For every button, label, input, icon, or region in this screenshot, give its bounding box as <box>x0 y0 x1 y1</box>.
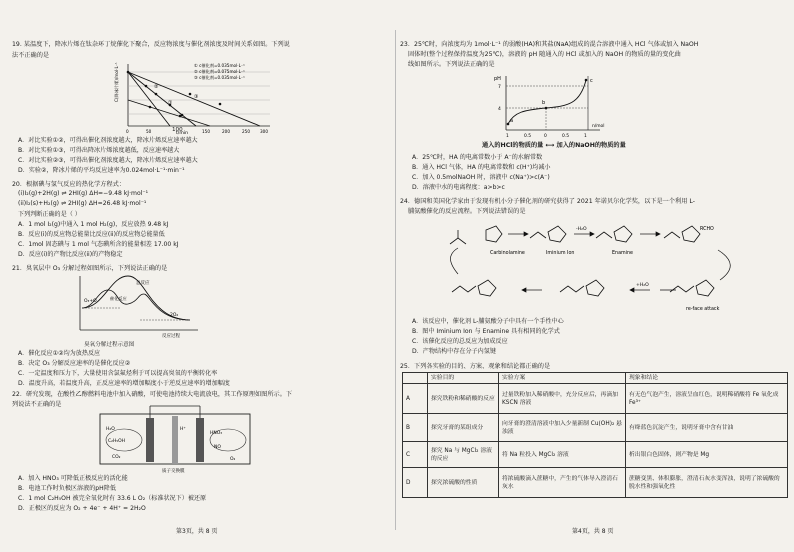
table-row <box>403 442 788 468</box>
q23-xtick-0: 0 <box>544 134 547 139</box>
q24-label-plus-water: +H₂O <box>636 283 649 288</box>
q25-cell: 蔗糖变黑、体积膨胀，澄清石灰水变浑浊，说明了浓硫酸的脱水性和强氧化性 <box>626 468 788 498</box>
q20-equation-2: (ii)I₂(s)+H₂(g) ⇌ 2HI(g) ΔH=26.48 kJ·mol⁻¹ <box>18 200 147 207</box>
q25-cell: 将浓硫酸滴入蔗糖中，产生的气体导入澄清石灰水 <box>499 468 626 498</box>
q22-option-a: A．加入 HNO₃ 可降低正极反应的活化能 <box>18 475 128 482</box>
q20-option-c: C．1mol 固态碘与 1 mol 气态碘所含的能量相差 17.00 kJ <box>18 241 179 248</box>
q25-experiment-table <box>402 372 788 498</box>
q23-xtick-1-right: 1 <box>584 134 587 139</box>
q25-cell: 向牙膏的澄清溶液中加入少量新制 Cu(OH)₂ 悬浊液 <box>499 414 626 442</box>
q21-option-d: D．温度升高，若温度升高，正反应速率的增加幅度小于逆反应速率的增加幅度 <box>18 380 230 387</box>
q22-option-c: C．1 mol C₂H₅OH 被完全氧化时有 33.6 L O₂（标准状况下）被还原 <box>18 495 207 502</box>
q25-cell: A <box>403 384 428 414</box>
q23-stem-line2: 固体时(整个过程保持温度为25℃)，溶液的 pH 随通入的 HCl 或加入的 NaOH 的物质的量的变化曲 <box>408 51 681 58</box>
q25-cell: 探究浓硫酸的性质 <box>428 468 499 498</box>
q25-header-result: 现象和结论 <box>626 373 788 384</box>
q22-anode <box>146 418 154 462</box>
q22-caption: 质子交换膜 <box>162 469 185 474</box>
q23-point-a: a <box>510 118 514 124</box>
q24-option-d: D．产物结构中存在分子内氢键 <box>412 348 496 355</box>
q19-legend-3: ③ c催化剂=0.035mol·L⁻¹ <box>194 75 245 80</box>
q22-option-b: B．电池工作时负极区溶液的pH降低 <box>18 485 116 492</box>
q24-label-enamine: Enamine <box>612 251 634 256</box>
q25-cell: 有无色气泡产生，溶液呈血红色，说明稀硝酸将 Fe 氧化成 Fe³⁺ <box>626 384 788 414</box>
q25-cell: 将 Na 粒投入 MgCl₂ 溶液 <box>499 442 626 468</box>
q22-label-co2: CO₂ <box>112 455 121 460</box>
q25-cell: B <box>403 414 428 442</box>
q19-y-label: C(降冰片烯)/mol·L⁻¹ <box>114 62 119 102</box>
q19-xtick-4: 200 <box>222 129 230 134</box>
q25-stem: 25．下列各实验的目的、方案、观象和结论都正确的是 <box>400 363 551 370</box>
q25-cell: C <box>403 442 428 468</box>
q24-label-rcho: RCHO <box>700 227 714 232</box>
q22-label-hno3: HNO₃ <box>210 431 223 436</box>
right-column <box>398 0 794 552</box>
q22-fuel-cell-diagram <box>90 404 260 474</box>
q21-stem: 21．臭氧层中 O₃ 分解过程如图所示，下列说法正确的是 <box>12 265 168 272</box>
q19-x-label: t/min <box>176 131 189 136</box>
q23-ytick-7: 7 <box>498 85 501 90</box>
q20-option-b: B．反应(i)的反应物总能量比反应(ii)的反应物总能量低 <box>18 231 165 238</box>
q22-stem-line1: 22．研究发现，在酸性乙醇燃料电池中加入硝酸，可使电池持续大电流放电，其工作原理如图所示。下 <box>12 391 293 398</box>
q21-label-reactant: O₃+O <box>84 299 97 304</box>
q21-x-label: 反应过程 <box>162 334 180 339</box>
q23-option-a: A．25℃时，HA 的电离常数小于 A⁻的水解常数 <box>412 154 543 161</box>
q24-stem-line1: 24．德国和美国化学家由于发现有机小分子催化剂的研究获得了 2021 年诺贝尔化学奖，以下是一个利用 L- <box>400 198 695 205</box>
q24-label-carbinolamine: Carbinolamine <box>490 251 525 256</box>
q22-option-d: D．正极区的反应为 O₂ + 4e⁻ + 4H⁺ = 2H₂O <box>18 505 146 512</box>
q23-point-c: c <box>590 78 593 84</box>
q19-option-a: A．对比实验①②，可得出催化剂浓度越大，降冰片烯反应速率越大 <box>18 137 198 144</box>
q21-option-b: B．决定 O₃ 分解反应速率的是催化反应② <box>18 360 131 367</box>
q24-label-iminium: Iminium Ion <box>546 251 575 256</box>
q21-label-total: 总反应 <box>136 281 150 286</box>
q23-ph-chart <box>484 72 614 140</box>
q19-xtick-6: 300 <box>260 129 268 134</box>
q23-point-b: b <box>542 100 546 106</box>
q19-legend-2: ② c催化剂=0.075mol·L⁻¹ <box>194 69 245 74</box>
q19-stem-line1: 19. 某温度下，降冰片烯在钛杂环丁烷催化下聚合，反应物浓度与催化剂浓度及时间关系如图。下列说 <box>12 41 290 48</box>
q25-header-option <box>403 373 428 384</box>
q25-cell: 有绛蓝色沉淀产生，说明牙膏中含有甘油 <box>626 414 788 442</box>
q25-cell: 探究铁粉和稀硝酸的反应 <box>428 384 499 414</box>
table-row <box>403 384 788 414</box>
q21-label-product: 2O₂ <box>170 313 179 318</box>
q20-option-d: D．反应(i)的产物比反应(ii)的产物稳定 <box>18 251 123 258</box>
q19-stem-line2: 法不正确的是 <box>12 52 50 59</box>
q23-stem-line3: 线如图所示。下列说法正确的是 <box>408 61 495 68</box>
q24-option-a: A．该反应中，催化剂 L-脯氨酸分子中具有一个手性中心 <box>412 318 564 325</box>
q20-question: 下列判断正确的是（ ） <box>18 211 81 218</box>
q22-label-o2: O₂ <box>230 457 236 462</box>
q19-xtick-0: 0 <box>126 129 129 134</box>
q23-xtick-05-right: 0.5 <box>562 134 569 139</box>
q22-cathode <box>196 418 204 462</box>
left-page-footer: 第3页，共 8 页 <box>176 528 218 535</box>
q21-caption: 臭氧分解过程示意图 <box>84 342 135 348</box>
q23-ph-curve <box>508 80 586 124</box>
q19-marker-2: ② <box>154 84 159 90</box>
q23-y-label: pH <box>494 76 501 82</box>
q20-equation-1: (i)I₂(g)+2H(g) ⇌ 2HI(g) ΔH=−9.48 kJ·mol⁻¹ <box>18 190 149 197</box>
q23-option-b: B．通入 HCl 气体，HA 的电离常数和 c(H⁺)均减小 <box>412 164 551 171</box>
q20-stem: 20．根据碘与氢气反应的热化学方程式： <box>12 181 126 188</box>
q23-stem-line1: 23．25℃时，向浓度均为 1mol·L⁻¹ 的弱酸(HA)和其盐(NaA)组成的混合溶液中通入 HCl 气体或加入 NaOH <box>400 41 699 48</box>
left-column <box>0 0 392 552</box>
q23-ytick-4: 4 <box>498 107 501 112</box>
q21-option-c: C．一定温度和压力下，大量使用含氯氟烃利于可以提高臭氧的平衡转化率 <box>18 370 218 377</box>
q24-label-minus-water: -H₂O <box>576 227 587 232</box>
q25-cell: 析出银白色固体，则产物是 Mg <box>626 442 788 468</box>
q19-legend-1: ① c催化剂=0.035mol·L⁻¹ <box>194 63 245 68</box>
q21-label-catalyzed: 催化反应 <box>110 296 127 301</box>
q24-option-b: B．图中 Iminium Ion 与 Enamine 具有相同的化学式 <box>412 328 560 335</box>
q19-xtick-1: 50 <box>146 129 152 134</box>
q22-label-ethanol: C₂H₅OH <box>108 439 126 444</box>
q22-label-h2o: H₂O <box>106 427 115 432</box>
q19-xtick-3: 150 <box>202 129 210 134</box>
q19-line-2 <box>128 72 170 126</box>
q19-xtick-2: 100 <box>172 127 183 133</box>
table-row <box>403 468 788 498</box>
q21-energy-diagram <box>70 272 210 342</box>
q25-cell: 探究 Na 与 MgCl₂ 溶液的反应 <box>428 442 499 468</box>
q19-option-b: B．对比实验①③，可得出降冰片烯浓度越低，反应速率越大 <box>18 147 180 154</box>
q22-membrane <box>172 416 178 464</box>
q23-xtick-1-left: 1 <box>506 134 509 139</box>
q23-option-d: D．溶液中水的电离程度：a>b>c <box>412 184 505 191</box>
q25-header-method: 实验方案 <box>499 373 626 384</box>
q25-cell: D <box>403 468 428 498</box>
q25-cell: 探究牙膏的某组成分 <box>428 414 499 442</box>
q20-option-a: A．1 mol I₂(g)中通入 1 mol H₂(g)，反应放热 9.48 kJ <box>18 221 169 228</box>
q19-marker-1: ① <box>168 100 173 106</box>
q24-reaction-scheme <box>438 214 758 326</box>
q24-stem-line2: 脯氨酸催化的反应流程。下列说法错误的是 <box>408 208 526 215</box>
column-divider <box>395 30 396 530</box>
q25-header-purpose: 实验目的 <box>428 373 499 384</box>
q21-option-a: A．催化反应①②均为放热反应 <box>18 350 101 357</box>
q25-table-header <box>403 373 788 384</box>
q22-label-no: NO <box>214 445 221 450</box>
q19-option-c: C．对比实验②③，可得出催化剂浓度越大，降冰片烯反应速率越大 <box>18 157 198 164</box>
q23-x-label: n/mol <box>592 124 605 129</box>
right-page-footer: 第4页，共 8 页 <box>572 528 614 535</box>
q25-cell: 过量铁粉加入稀硝酸中，充分反应后，再滴加 KSCN 溶液 <box>499 384 626 414</box>
q19-marker-3: ③ <box>194 94 199 100</box>
q19-option-d: D．实验②，降冰片烯的平均反应速率为0.024mol·L⁻¹·min⁻¹ <box>18 167 185 174</box>
q22-stem-line2: 列说法不正确的是 <box>12 401 62 408</box>
q19-chart <box>110 58 278 136</box>
table-row <box>403 414 788 442</box>
q22-label-proton: H⁺ <box>180 427 186 432</box>
q23-xtick-05-left: 0.5 <box>524 134 531 139</box>
q23-option-c: C．加入 0.5molNaOH 时，溶液中 c(Na⁺)>c(A⁻) <box>412 174 550 181</box>
q24-label-reface: re-face attack <box>686 307 720 312</box>
q19-xtick-5: 250 <box>242 129 250 134</box>
q24-option-c: C．该催化反应的总反应为加成反应 <box>412 338 508 345</box>
q23-caption: 通入的HCl的物质的量 ⟷ 加入的NaOH的物质的量 <box>482 142 626 149</box>
